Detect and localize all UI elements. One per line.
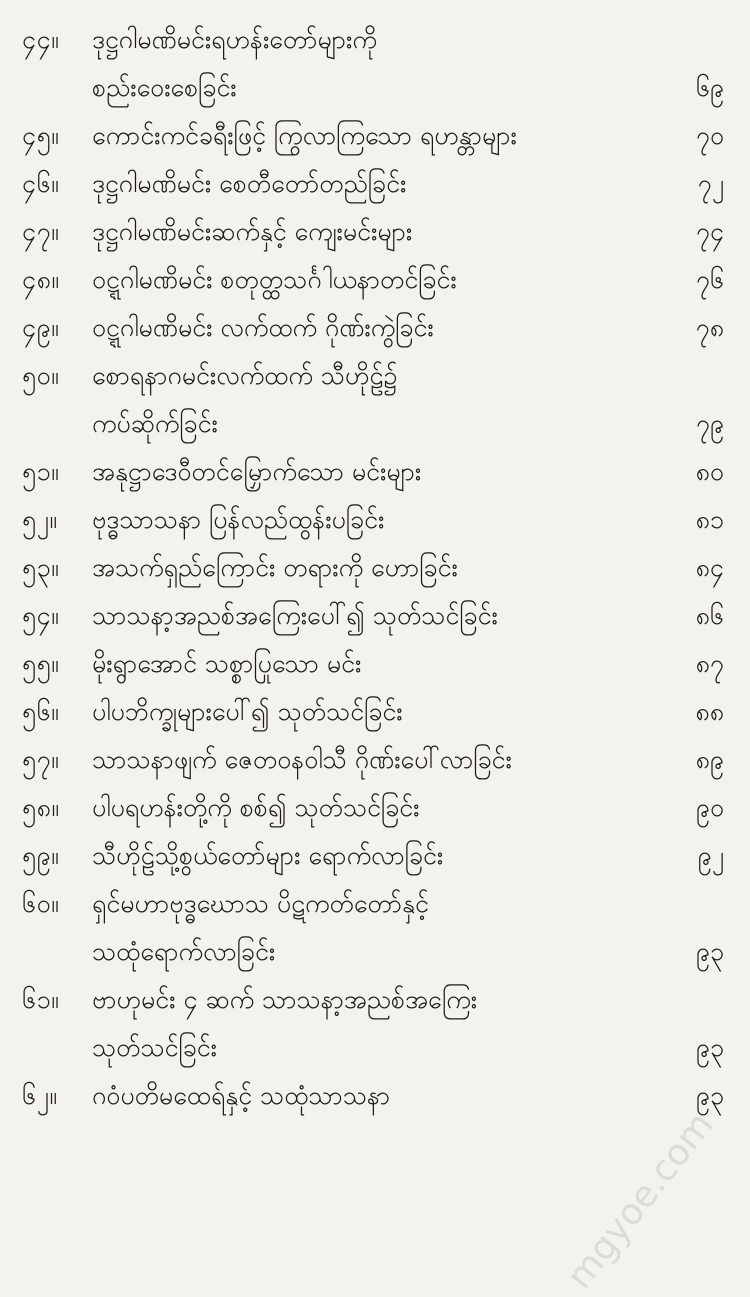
toc-line xyxy=(0,16,750,64)
toc-entry-title: စည်းဝေးစေခြင်း xyxy=(92,73,237,102)
toc-entry-title: သထုံရောက်လာခြင်း xyxy=(92,937,276,966)
toc-entry-title: ဒုဋ္ဌဂါမဏိမင်းရဟန်းတော်များကို xyxy=(92,25,377,54)
toc-page-number: ၆၉ xyxy=(695,73,724,102)
toc-page-number: ၇၀ xyxy=(695,121,724,150)
toc-line xyxy=(0,256,750,304)
toc-entry-title: ဝဋ္ဋဂါမဏိမင်း စတုတ္ထသင်္ဂါယနာတင်ခြင်း xyxy=(92,265,457,294)
toc-entry-title: သုတ်သင်ခြင်း xyxy=(92,1033,218,1062)
toc-entry-title: ဝဋ္ဋဂါမဏိမင်း လက်ထက် ဂိုဏ်းကွဲခြင်း xyxy=(92,313,434,342)
toc-entry-number: ၅၇။ xyxy=(22,745,60,774)
toc-page-number: ၈၆ xyxy=(695,601,724,630)
toc-entry-number: ၆၁။ xyxy=(22,985,60,1014)
toc-entry-number: ၅၀။ xyxy=(22,361,60,390)
toc-entry-number: ၅၁။ xyxy=(22,457,60,486)
toc-line xyxy=(0,160,750,208)
toc-page-number: ၇၄ xyxy=(695,217,724,246)
toc-page-number: ၈၄ xyxy=(695,553,724,582)
watermark: mgyoe.com xyxy=(559,1104,722,1297)
toc-page-number: ၇၂ xyxy=(697,169,724,198)
toc-entry-number: ၄၄။ xyxy=(22,25,60,54)
toc-entry-title: ပါပရဟန်းတို့ကို စစ်၍ သုတ်သင်ခြင်း xyxy=(92,793,420,822)
toc-entry-title: သာသနာ့အညစ်အကြေးပေါ်၍ သုတ်သင်ခြင်း xyxy=(92,601,498,630)
toc-entry-number: ၅၃။ xyxy=(22,553,60,582)
toc-line xyxy=(0,352,750,400)
toc-line xyxy=(0,928,750,976)
toc-entry-number: ၄၉။ xyxy=(22,313,60,342)
toc-line xyxy=(0,784,750,832)
toc-entry-title: မိုးရွာအောင် သစ္စာပြုသော မင်း xyxy=(92,649,362,678)
toc-entry-title: အနုဋ္ဌာဒေဝီတင်မြှောက်သော မင်းများ xyxy=(92,457,422,486)
toc-entry-number: ၅၆။ xyxy=(22,697,60,726)
toc-page-number: ၉၃ xyxy=(695,1033,724,1062)
toc-entry-title: ဗာဟုမင်း ၄ ဆက် သာသနာ့အညစ်အကြေး xyxy=(92,985,478,1014)
toc-entry-number: ၄၆။ xyxy=(22,169,60,198)
toc-entry-title: ဂဝံပတိမထေရ်နှင့် သထုံသာသနာ xyxy=(92,1081,391,1110)
toc-entry-number: ၆၀။ xyxy=(22,889,60,918)
toc-entry-number: ၄၅။ xyxy=(22,121,60,150)
toc-page-number: ၈၁ xyxy=(695,505,724,534)
toc-page-number: ၇၉ xyxy=(695,409,724,438)
toc-line xyxy=(0,112,750,160)
toc-entry-number: ၄၇။ xyxy=(22,217,60,246)
toc-line xyxy=(0,640,750,688)
toc-entry-title: သာသနာဖျက် ဇေတဝနဝါသီ ဂိုဏ်းပေါ်လာခြင်း xyxy=(92,745,512,774)
toc-entry-title: ဒုဋ္ဌဂါမဏိမင်း စေတီတော်တည်ခြင်း xyxy=(92,169,407,198)
toc-entry-number: ၅၈။ xyxy=(22,793,60,822)
toc-line xyxy=(0,688,750,736)
toc-line xyxy=(0,544,750,592)
toc-line xyxy=(0,736,750,784)
toc-page-number: ၉၃ xyxy=(695,1081,724,1110)
toc-entry-number: ၄၈။ xyxy=(22,265,60,294)
toc-line xyxy=(0,208,750,256)
toc-entry-number: ၅၉။ xyxy=(22,841,60,870)
toc-entry-title: အသက်ရှည်ကြောင်း တရားကို ဟောခြင်း xyxy=(92,553,458,582)
toc-line xyxy=(0,448,750,496)
toc-line xyxy=(0,1024,750,1072)
toc-entry-title: ဒုဋ္ဌဂါမဏိမင်းဆက်နှင့် ကျေးမင်းများ xyxy=(92,217,413,246)
toc-entry-number: ၅၂။ xyxy=(22,505,58,534)
toc-line xyxy=(0,496,750,544)
toc-page-number: ၉၃ xyxy=(695,937,724,966)
toc-line xyxy=(0,400,750,448)
toc-entry-title: ရှင်မဟာဗုဒ္ဓဃောသ ပိဋကတ်တော်နှင့် xyxy=(92,889,429,918)
toc-line xyxy=(0,976,750,1024)
toc-entry-title: စောရနာဂမင်းလက်ထက် သီဟိုဠ်၌ xyxy=(92,361,398,390)
toc-line xyxy=(0,64,750,112)
toc-line xyxy=(0,592,750,640)
toc-page-number: ၉၂ xyxy=(697,841,724,870)
toc-line xyxy=(0,880,750,928)
toc-line xyxy=(0,1072,750,1120)
toc-page-number: ၈၀ xyxy=(695,457,724,486)
toc-page-number: ၉၀ xyxy=(695,793,724,822)
toc-page-number: ၈၉ xyxy=(695,745,724,774)
toc-entry-title: ဗုဒ္ဓသာသနာ ပြန်လည်ထွန်းပခြင်း xyxy=(92,505,385,534)
toc-entry-number: ၆၂။ xyxy=(22,1081,58,1110)
toc-page-number: ၇၈ xyxy=(695,313,724,342)
toc-line xyxy=(0,304,750,352)
toc-entry-title: ကောင်းကင်ခရီးဖြင့် ကြွလာကြသော ရဟန္တာများ xyxy=(92,121,517,150)
toc-entry-number: ၅၅။ xyxy=(22,649,60,678)
toc-entry-title: ကပ်ဆိုက်ခြင်း xyxy=(92,409,218,438)
toc-page-number: ၈၈ xyxy=(695,697,724,726)
toc-page-number: ၇၆ xyxy=(695,265,724,294)
toc-entry-title: သီဟိုဠ်သို့စွယ်တော်များ ရောက်လာခြင်း xyxy=(92,841,444,870)
toc-page-number: ၈၇ xyxy=(695,649,724,678)
toc-line xyxy=(0,832,750,880)
toc-entry-number: ၅၄။ xyxy=(22,601,60,630)
toc-entry-title: ပါပဘိက္ခုများပေါ်၍ သုတ်သင်ခြင်း xyxy=(92,697,403,726)
